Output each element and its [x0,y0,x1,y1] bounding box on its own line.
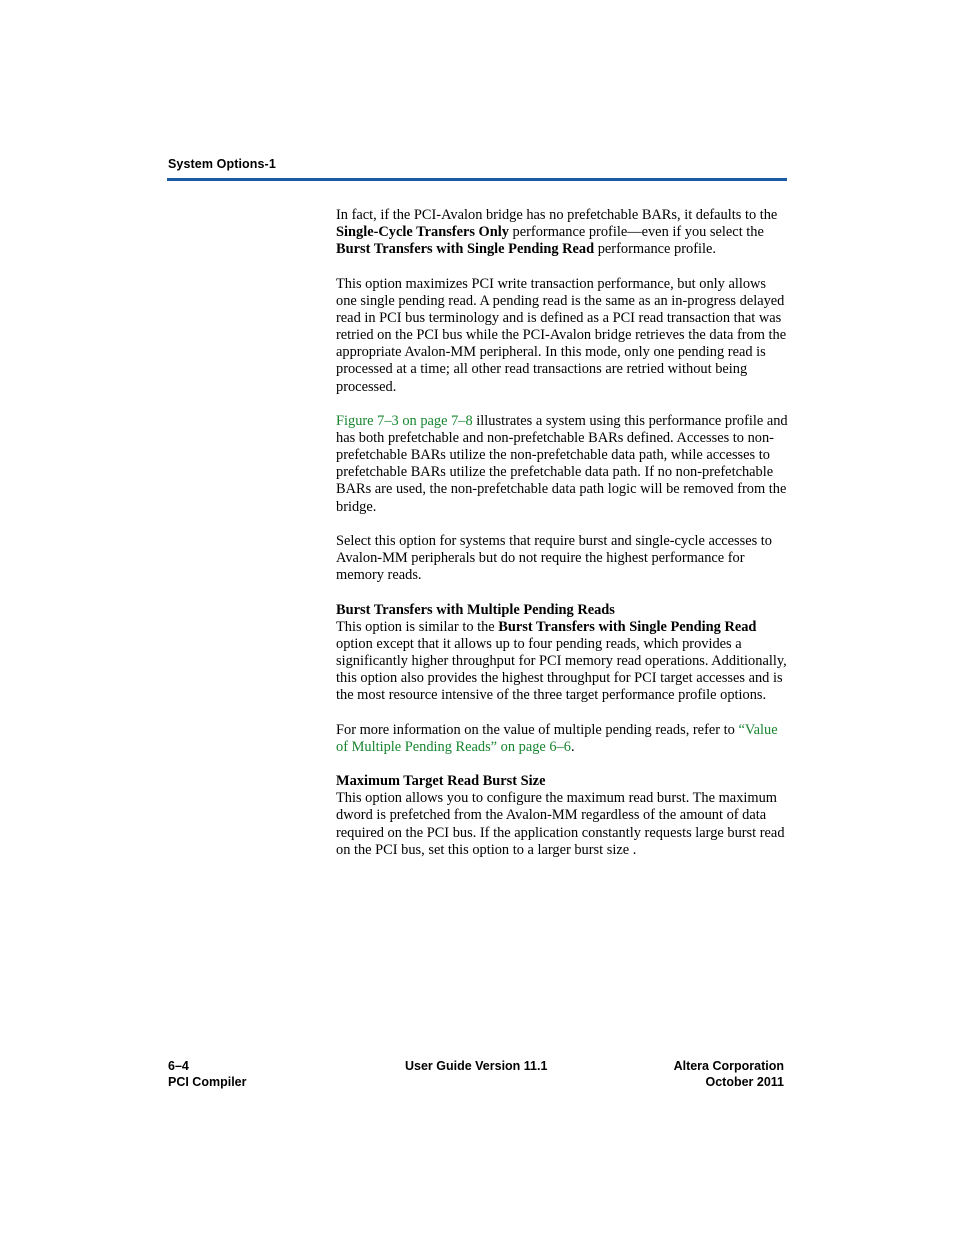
text-run: illustrates a system using this performance profile and has both prefetchable and non-prefetchable BARs defined. Accesses to non-prefetchable BARs utilize the non-prefetchable data path, while accesses to prefetchable BARs utilize the prefetchable data path. If no non-prefetchable BARs are used, the non-prefetchable data path logic will be removed from the bridge. [336,412,788,515]
main-content [336,207,788,859]
emphasis-single-cycle: Single-Cycle Transfers Only [336,224,509,241]
footer-left [168,1059,247,1090]
text-run: performance profile—even if you select the [508,224,764,241]
section-heading-max-burst: Maximum Target Read Burst Size [336,773,546,790]
footer-company: Altera Corporation [673,1059,784,1073]
paragraph-max-burst: This option allows you to configure the maximum read burst. The maximum dword is prefetched from the Avalon-MM regardless of the amount of data required on the PCI bus. If the application constantly requests large burst read on the PCI bus, set this option to a larger burst size . [336,790,785,858]
figure-7-3-link[interactable]: Figure 7–3 on page 7–8 [336,412,473,429]
text-run: In fact, if the PCI-Avalon bridge has no prefetchable BARs, it defaults to the [336,207,778,223]
footer-center [405,1059,547,1075]
paragraph-prefetchable-default [336,207,788,258]
text-run: This option is similar to the [336,618,499,635]
paragraph-write-performance: This option maximizes PCI write transaction performance, but only allows one single pending read. A pending read is the same as an in-progress delayed read in PCI bus terminology and is defined as a PCI read transaction that was retried on the PCI bus while the PCI-Avalon bridge retrieves the data from the appropriate Avalon-MM peripheral. In this mode, only one pending read is processed at a time; all other read transactions are retried without being processed. [336,275,787,395]
running-header-title: System Options-1 [168,157,276,171]
emphasis-burst-single-pending: Burst Transfers with Single Pending Read [336,241,595,258]
emphasis-burst-single-pending: Burst Transfers with Single Pending Read [498,618,757,635]
footer-product: PCI Compiler [168,1074,247,1089]
section-heading-multiple-pending: Burst Transfers with Multiple Pending Reads [336,601,615,618]
pending-reads-link[interactable]: “Value of Multiple Pending Reads” on page 6–6 [336,721,778,755]
paragraph-figure-reference [336,413,788,516]
text-run: performance profile. [594,241,716,258]
text-run: For more information on the value of multiple pending reads, refer to [336,721,739,738]
paragraph-multiple-pending [336,619,788,705]
paragraph-more-information [336,722,788,756]
footer-page-number: 6–4 [168,1059,189,1073]
footer-right [674,1059,784,1090]
text-run: . [571,738,575,755]
footer-guide-version: User Guide Version 11.1 [405,1059,548,1073]
text-run: option except that it allows up to four pending reads, which provides a significantly higher throughput for PCI memory read operations. Additionally, this option also provides the highest throughput for PCI target accesses and is the most resource intensive of the three target performance profile options. [336,635,787,704]
paragraph-select-option: Select this option for systems that require burst and single-cycle accesses to Avalon-MM peripherals but do not require the highest performance for memory reads. [336,532,772,584]
header-divider [167,178,787,181]
footer-date: October 2011 [705,1074,784,1089]
